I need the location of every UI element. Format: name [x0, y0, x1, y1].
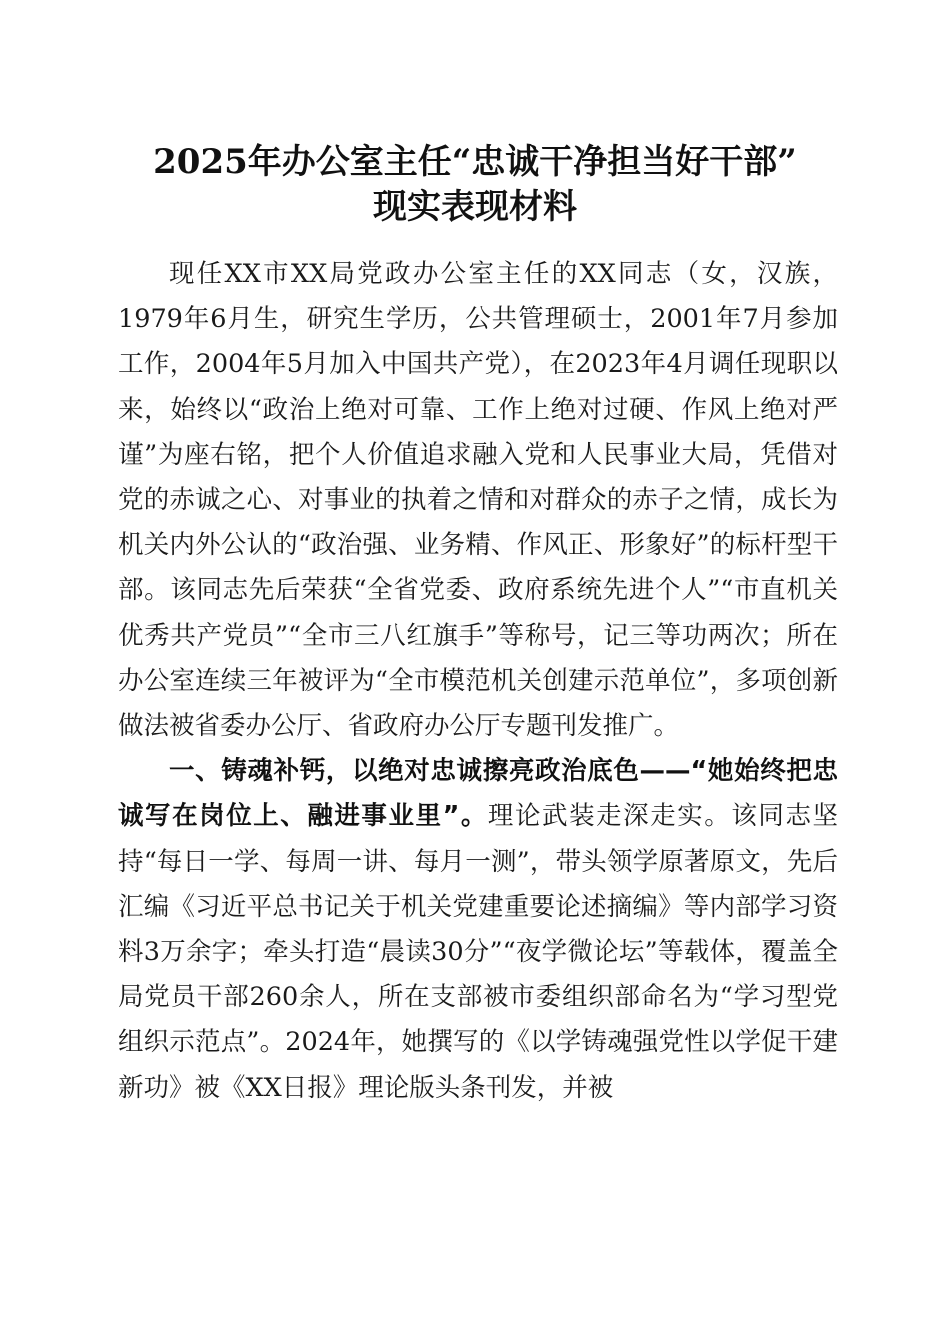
- section-1-paragraph: [118, 749, 838, 1111]
- section-1-heading: 一、铸魂补钙，以绝对忠诚擦亮政治底色——“她始终把忠诚写在岗位上、融进事业里”。: [118, 756, 838, 832]
- intro-paragraph: 现任XX市XX局党政办公室主任的XX同志（女，汉族，1979年6月生，研究生学历，公共管理硕士，2001年7月参加工作，2004年5月加入中国共产党），在2023年4月调任现职以来，始终以“政治上绝对可靠、工作上绝对过硬、作风上绝对严谨”为座右铭，把个人价值追求融入党和人民事业大局，凭借对党的赤诚之心、对事业的执着之情和对群众的赤子之情，成长为机关内外公认的“政治强、业务精、作风正、形象好”的标杆型干部。该同志先后荣获“全省党委、政府系统先进个人”“市直机关优秀共产党员”“全市三八红旗手”等称号，记三等功两次；所在办公室连续三年被评为“全市模范机关创建示范单位”，多项创新做法被省委办公厅、省政府办公厅专题刊发推广。: [118, 259, 838, 742]
- document-title-line-1: 2025年办公室主任“忠诚干净担当好干部”: [153, 142, 797, 182]
- section-1-text: 理论武装走深走实。该同志坚持“每日一学、每周一讲、每月一测”，带头领学原著原文，先后汇编《习近平总书记关于机关党建重要论述摘编》等内部学习资料3万余字；牵头打造“晨读30分”“夜学微论坛”等载体，覆盖全局党员干部260余人，所在支部被市委组织部命名为“学习型党组织示范点”。2024年，她撰写的《以学铸魂强党性以学促干建新功》被《XX日报》理论版头条刊发，并被: [118, 801, 838, 1103]
- document-title-line-2: 现实表现材料: [373, 187, 577, 227]
- document-body: [118, 252, 838, 1111]
